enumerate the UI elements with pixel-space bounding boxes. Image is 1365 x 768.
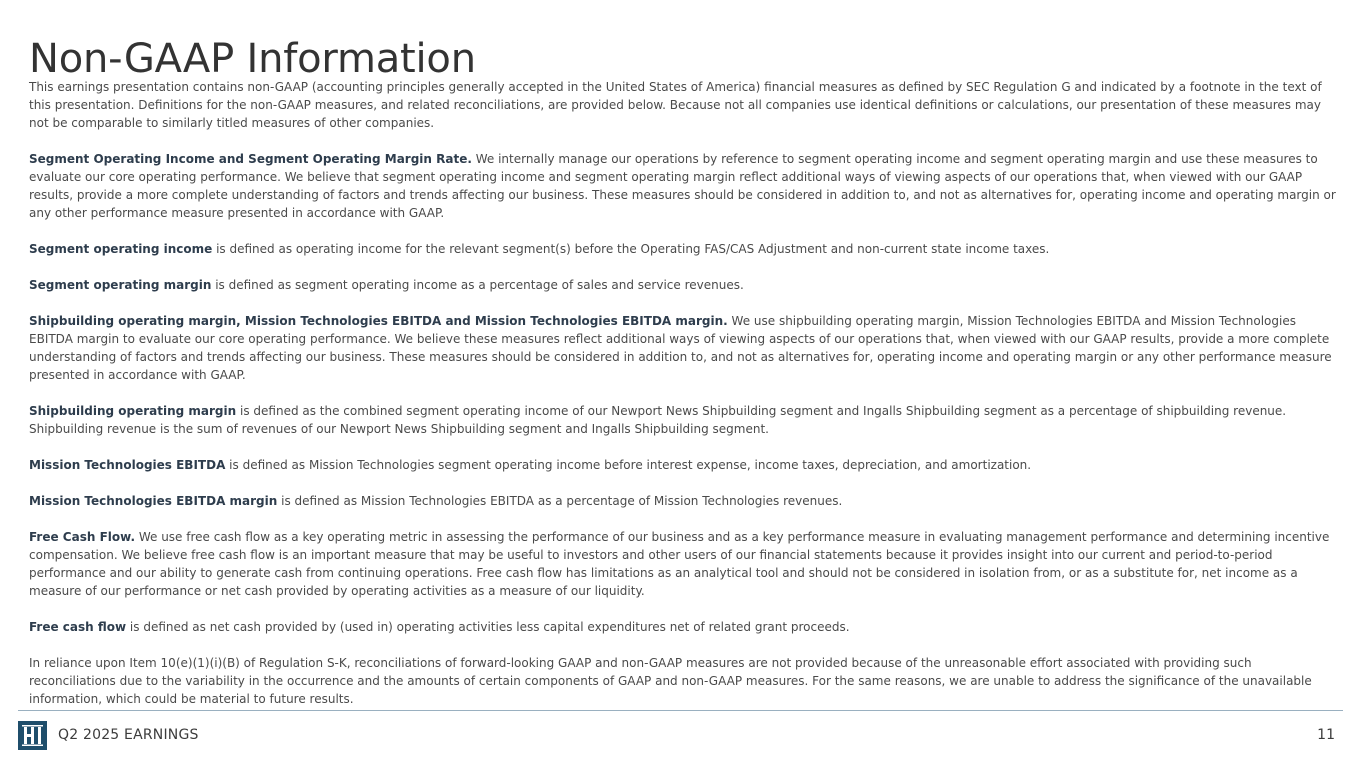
intro-paragraph: This earnings presentation contains non-GAAP (accounting principles generally accepted in the United States of America) financial measures as defined by SEC Regulation G and indicated by a footnote in the text of this presentation. Definitions for the non-GAAP measures, and related reconciliations, are provided below. Because not all companies use identical definitions or calculations, our presentation of these measures may not be comparable to similarly titled measures of other companies. <box>29 80 1322 130</box>
mt-ebitda-term: Mission Technologies EBITDA <box>29 458 226 472</box>
fcf-definition-paragraph <box>29 618 1339 636</box>
mt-ebitda-paragraph <box>29 456 1339 474</box>
som-paragraph <box>29 276 1339 294</box>
som-term: Segment operating margin <box>29 278 212 292</box>
reliance-paragraph: In reliance upon Item 10(e)(1)(i)(B) of Regulation S-K, reconciliations of forward-looking GAAP and non-GAAP measures are not provided because of the unreasonable effort associated with providing such reconciliations due to the variability in the occurrence and the amounts of certain components of GAAP and non-GAAP measures. For the same reasons, we are unable to address the significance of the unavailable information, which could be material to future results. <box>29 656 1312 706</box>
mt-ebitda-margin-text: is defined as Mission Technologies EBITDA as a percentage of Mission Technologies revenues. <box>277 494 843 508</box>
ship-margin-term: Shipbuilding operating margin <box>29 404 237 418</box>
ship-heading: Shipbuilding operating margin, Mission Technologies EBITDA and Mission Technologies EBITDA margin. <box>29 314 728 328</box>
fcf-text: We use free cash flow as a key operating metric in assessing the performance of our business and as a key performance measure in evaluating management performance and determining incentive compensation. We believe free cash flow is an important measure that may be useful to investors and other users of our financial statements because it provides insight into our current and period-to-period performance and our ability to generate cash from continuing operations. Free cash flow has limitations as an analytical tool and should not be considered in isolation from, or as a substitute for, net income as a measure of our performance or net cash provided by operating activities as a measure of our liquidity. <box>29 530 1330 598</box>
segment-text: We internally manage our operations by reference to segment operating income and segment operating margin and use these measures to evaluate our core operating performance. We believe that segment operating income and segment operating margin reflect additional ways of viewing aspects of our operations that, when viewed with our GAAP results, provide a more complete understanding of factors and trends affecting our business. These measures should be considered in addition to, and not as alternatives for, operating income and operating margin or any other performance measure presented in accordance with GAAP. <box>29 152 1336 220</box>
page-title: Non-GAAP Information <box>29 36 476 82</box>
fcf-heading: Free Cash Flow. <box>29 530 136 544</box>
soi-term: Segment operating income <box>29 242 213 256</box>
page-number: 11 <box>1317 727 1335 743</box>
mt-ebitda-text: is defined as Mission Technologies segment operating income before interest expense, income taxes, depreciation, and amortization. <box>225 458 1032 472</box>
hii-logo-icon <box>18 721 47 750</box>
ship-text: We use shipbuilding operating margin, Mission Technologies EBITDA and Mission Technologies EBITDA margin to evaluate our core operating performance. We believe these measures reflect additional ways of viewing aspects of our operations that, when viewed with our GAAP results, provide a more complete understanding of factors and trends affecting our business. These measures should be considered in addition to, and not as alternatives for, operating income and operating margin or any other performance measure presented in accordance with GAAP. <box>29 314 1332 382</box>
fcf-term: Free cash flow <box>29 620 127 634</box>
som-text: is defined as segment operating income as a percentage of sales and service revenues. <box>211 278 744 292</box>
soi-text: is defined as operating income for the relevant segment(s) before the Operating FAS/CAS Adjustment and non-current state income taxes. <box>212 242 1050 256</box>
segment-paragraph <box>29 150 1339 222</box>
segment-heading: Segment Operating Income and Segment Operating Margin Rate. <box>29 152 472 166</box>
fcf-paragraph <box>29 528 1339 600</box>
mt-ebitda-margin-paragraph <box>29 492 1339 510</box>
fcf-def: is defined as net cash provided by (used in) operating activities less capital expenditures net of related grant proceeds. <box>126 620 850 634</box>
soi-paragraph <box>29 240 1339 258</box>
footer-divider <box>18 710 1343 711</box>
footer-label: Q2 2025 EARNINGS <box>58 727 199 743</box>
shipbuilding-paragraph <box>29 312 1339 384</box>
ship-margin-paragraph <box>29 402 1339 438</box>
ship-margin-text: is defined as the combined segment operating income of our Newport News Shipbuilding segment and Ingalls Shipbuilding segment as a percentage of shipbuilding revenue. Shipbuilding revenue is the sum of revenues of our Newport News Shipbuilding segment and Ingalls Shipbuilding segment. <box>29 404 1287 436</box>
mt-ebitda-margin-term: Mission Technologies EBITDA margin <box>29 494 278 508</box>
body-text <box>29 78 1339 708</box>
